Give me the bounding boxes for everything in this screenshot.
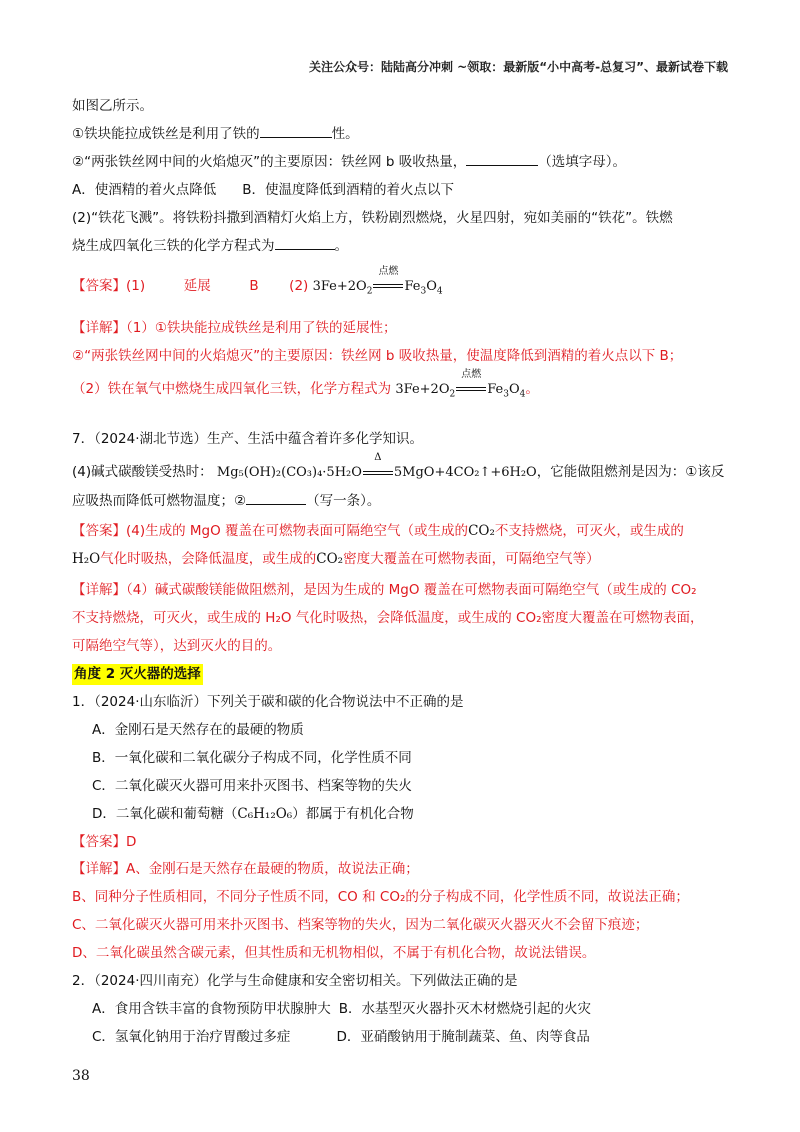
q7-part4: (4)碱式碳酸镁受热时： Mg₅(OH)₂(CO₃)₄·5H₂O Δ 5MgO+4CO₂↑+6H₂O，它能做阻燃剂是因为：①该反 — [72, 462, 732, 483]
q7-answer-line2: H₂O气化时吸热，会降低温度，或生成的CO₂密度大覆盖在可燃物表面，可隔绝空气等） — [72, 551, 600, 568]
q7-detail-line2: 不支持燃烧，可灭火，或生成的 H₂O 气化时吸热，会降低温度，或生成的 CO₂密度大覆盖在可燃物表面， — [72, 610, 704, 627]
q6-part2-line1: (2)“铁花飞溅”。将铁粉抖撒到酒精灯火焰上方，铁粉剧烈燃烧，火星四射，宛如美丽的“铁花”。铁燃 — [72, 209, 673, 226]
q6-part2-line2: 烧生成四氧化三铁的化学方程式为 。 — [72, 237, 348, 254]
s2q2-options-row1: A．食用含铁丰富的食物预防甲状腺肿大 B．水基型灭火器扑灭木材燃烧引起的火灾 — [92, 1001, 592, 1018]
s2q1-title: 1．（2024·山东临沂）下列关于碳和碳的化合物说法中不正确的是 — [72, 693, 464, 710]
answer-blank — [275, 237, 335, 250]
page-header: 关注公众号：陆陆高分冲刺 ~领取：最新版“小中高考-总复习”、最新试卷下载 — [309, 60, 728, 74]
s2q1-detail-2: B、同种分子性质相同，不同分子性质不同，CO 和 CO₂的分子构成不同，化学性质不同，故说法正确； — [72, 889, 689, 906]
s2q1-option-d: D．二氧化碳和葡萄糖（C₆H₁₂O₆）都属于有机化合物 — [92, 805, 414, 822]
s2q1-option-b: B．一氧化碳和二氧化碳分子构成不同，化学性质不同 — [92, 749, 412, 766]
s2q1-answer: 【答案】D — [72, 833, 137, 850]
answer-blank — [260, 125, 332, 138]
q6-intro: 如图乙所示。 — [72, 98, 153, 114]
s2q2-options-row2: C．氢氧化钠用于治疗胃酸过多症 D．亚硝酸钠用于腌制蔬菜、鱼、肉等食品 — [92, 1029, 590, 1046]
q6-sub2: ②“两张铁丝网中间的火焰熄灭”的主要原因：铁丝网 b 吸收热量， （选填字母）。 — [72, 153, 626, 170]
s2q1-option-c: C．二氧化碳灭火器可用来扑灭图书、档案等物的失火 — [92, 777, 412, 794]
s2q1-detail-1: 【详解】A、金刚石是天然存在最硬的物质，故说法正确； — [72, 861, 419, 878]
chemical-equation: $3Fe+2O_2$ 点燃 $Fe_3O_4$ — [395, 368, 526, 400]
s2q2-title: 2．（2024·四川南充）化学与生命健康和安全密切相关。下列做法正确的是 — [72, 973, 518, 990]
q6-answer: 【答案】(1) 延展 B (2) $3Fe+2O_2$ 点燃 $Fe_3O_4$ — [72, 276, 732, 300]
s2q1-detail-3: C、二氧化碳灭火器可用来扑灭图书、档案等物的失火，因为二氧化碳灭火器灭火不会留下痕迹； — [72, 917, 649, 934]
q6-options: A．使酒精的着火点降低 B．使温度降低到酒精的着火点以下 — [72, 181, 455, 198]
s2q1-option-a: A．金刚石是天然存在的最硬的物质 — [92, 721, 304, 738]
q7-title: 7．（2024·湖北节选）生产、生活中蕴含着许多化学知识。 — [72, 431, 423, 448]
q7-detail-line1: 【详解】（4）碱式碳酸镁能做阻燃剂，是因为生成的 MgO 覆盖在可燃物表面可隔绝空气（或生成的 CO₂ — [72, 582, 697, 599]
q7-answer-line1: 【答案】(4)生成的 MgO 覆盖在可燃物表面可隔绝空气（或生成的CO₂不支持燃烧，可灭火，或生成的 — [72, 523, 684, 540]
answer-blank — [246, 492, 306, 505]
s2q1-detail-4: D、二氧化碳虽然含碳元素，但其性质和无机物相似，不属于有机化合物，故说法错误。 — [72, 945, 596, 962]
chemical-equation: $3Fe+2O_2$ 点燃 $Fe_3O_4$ — [312, 265, 443, 297]
chemical-equation: Mg₅(OH)₂(CO₃)₄·5H₂O Δ 5MgO+4CO₂↑+6H₂O — [216, 452, 537, 481]
q6-sub1: ①铁块能拉成铁丝是利用了铁的 性。 — [72, 125, 359, 142]
q6-detail-2: ②“两张铁丝网中间的火焰熄灭”的主要原因：铁丝网 b 吸收热量，使温度降低到酒精的着火点以下 B； — [72, 347, 683, 364]
q7-part4-line2: 应吸热而降低可燃物温度；② （写一条）。 — [72, 492, 381, 509]
answer-blank — [466, 153, 538, 166]
page-number: 38 — [72, 1068, 90, 1084]
q6-detail-3: （2）铁在氧气中燃烧生成四氧化三铁，化学方程式为 $3Fe+2O_2$ 点燃 $Fe_3O_4$。 — [72, 379, 732, 403]
q6-detail-1: 【详解】（1）①铁块能拉成铁丝是利用了铁的延展性； — [72, 320, 397, 337]
document-body — [72, 96, 732, 1055]
section-heading: 角度 2 灭火器的选择 — [72, 664, 732, 685]
q7-detail-line3: 可隔绝空气等），达到灭火的目的。 — [72, 638, 282, 655]
